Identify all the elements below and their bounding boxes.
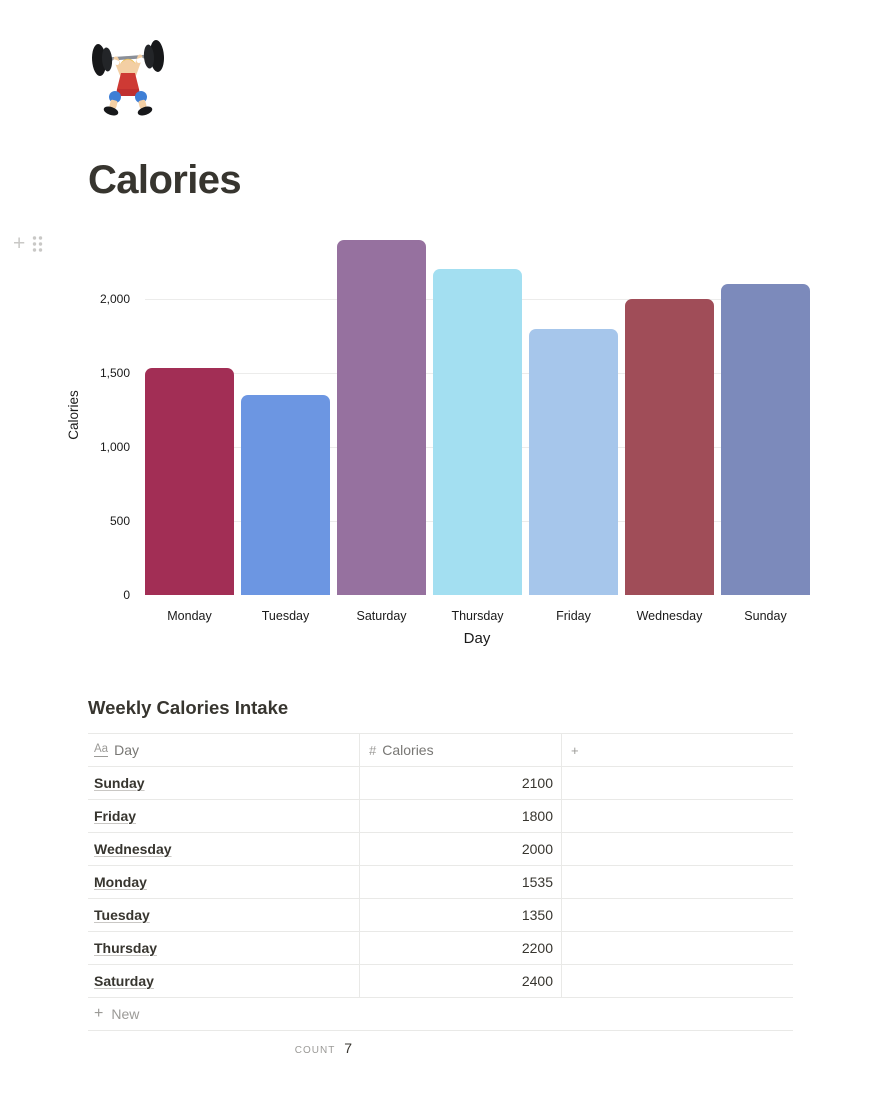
x-axis-tick-label: Sunday	[744, 609, 787, 623]
chart-bar-wednesday[interactable]	[625, 299, 714, 595]
text-property-icon: Aa	[94, 743, 109, 755]
chart-bar-monday[interactable]	[145, 368, 234, 595]
calories-cell[interactable]: 1800	[360, 800, 562, 832]
table-row	[88, 833, 793, 866]
calories-cell[interactable]: 1535	[360, 866, 562, 898]
day-cell[interactable]: Monday	[94, 874, 147, 890]
day-cell[interactable]: Tuesday	[94, 907, 150, 923]
add-column-icon: +	[571, 742, 579, 758]
table-header-row	[88, 734, 793, 767]
empty-cell[interactable]	[562, 965, 793, 997]
calories-cell[interactable]: 1350	[360, 899, 562, 931]
count-label: COUNT	[294, 1045, 336, 1056]
x-axis-tick-label: Thursday	[451, 609, 504, 623]
empty-cell[interactable]	[562, 833, 793, 865]
count-row[interactable]	[88, 1040, 352, 1056]
y-axis-tick-label: 1,000	[99, 440, 130, 454]
day-cell[interactable]: Thursday	[94, 940, 158, 956]
add-column-button[interactable]	[562, 734, 793, 766]
chart-bar-friday[interactable]	[529, 329, 618, 595]
y-axis-tick-label: 1,500	[99, 366, 130, 380]
x-axis-title: Day	[463, 630, 491, 647]
calories-cell[interactable]: 2400	[360, 965, 562, 997]
calories-cell[interactable]: 2200	[360, 932, 562, 964]
y-axis-tick-label: 500	[109, 514, 130, 528]
table-row	[88, 932, 793, 965]
chart-bar-saturday[interactable]	[337, 240, 426, 595]
chart-bar-sunday[interactable]	[721, 284, 810, 595]
new-row-label: New	[111, 1006, 140, 1022]
empty-cell[interactable]	[562, 800, 793, 832]
x-axis-tick-label: Wednesday	[636, 609, 703, 623]
x-axis-tick-label: Friday	[556, 609, 591, 623]
chart-bar-tuesday[interactable]	[241, 395, 330, 595]
day-cell[interactable]: Friday	[94, 808, 137, 824]
plus-icon: +	[94, 1005, 104, 1022]
day-cell[interactable]: Wednesday	[94, 841, 172, 857]
empty-cell[interactable]	[562, 899, 793, 931]
new-row-button[interactable]	[88, 998, 793, 1031]
table-row	[88, 899, 793, 932]
number-property-icon: #	[369, 742, 377, 758]
x-axis-tick-label: Tuesday	[261, 609, 310, 623]
weekly-calories-table	[88, 733, 793, 1056]
table-row	[88, 965, 793, 998]
table-title: Weekly Calories Intake	[88, 697, 289, 718]
x-axis-tick-label: Monday	[167, 609, 212, 623]
column-header-day[interactable]	[88, 734, 360, 766]
table-row	[88, 800, 793, 833]
y-axis-tick-label: 0	[123, 588, 130, 602]
x-axis-tick-label: Saturday	[356, 609, 407, 623]
column-header-calories[interactable]	[360, 734, 562, 766]
column-header-label: Day	[114, 742, 139, 758]
add-block-icon[interactable]: +	[13, 232, 26, 255]
y-axis-title: Calories	[66, 390, 81, 440]
table-row	[88, 767, 793, 800]
y-axis-tick-label: 2,000	[99, 292, 130, 306]
empty-cell[interactable]	[562, 932, 793, 964]
count-value: 7	[344, 1040, 352, 1056]
page-title: Calories	[88, 158, 242, 202]
empty-cell[interactable]	[562, 767, 793, 799]
empty-cell[interactable]	[562, 866, 793, 898]
chart-bar-thursday[interactable]	[433, 269, 522, 595]
table-row	[88, 866, 793, 899]
calories-cell[interactable]: 2100	[360, 767, 562, 799]
day-cell[interactable]: Saturday	[94, 973, 154, 989]
column-header-label: Calories	[382, 742, 434, 758]
calories-cell[interactable]: 2000	[360, 833, 562, 865]
day-cell[interactable]: Sunday	[94, 775, 145, 791]
